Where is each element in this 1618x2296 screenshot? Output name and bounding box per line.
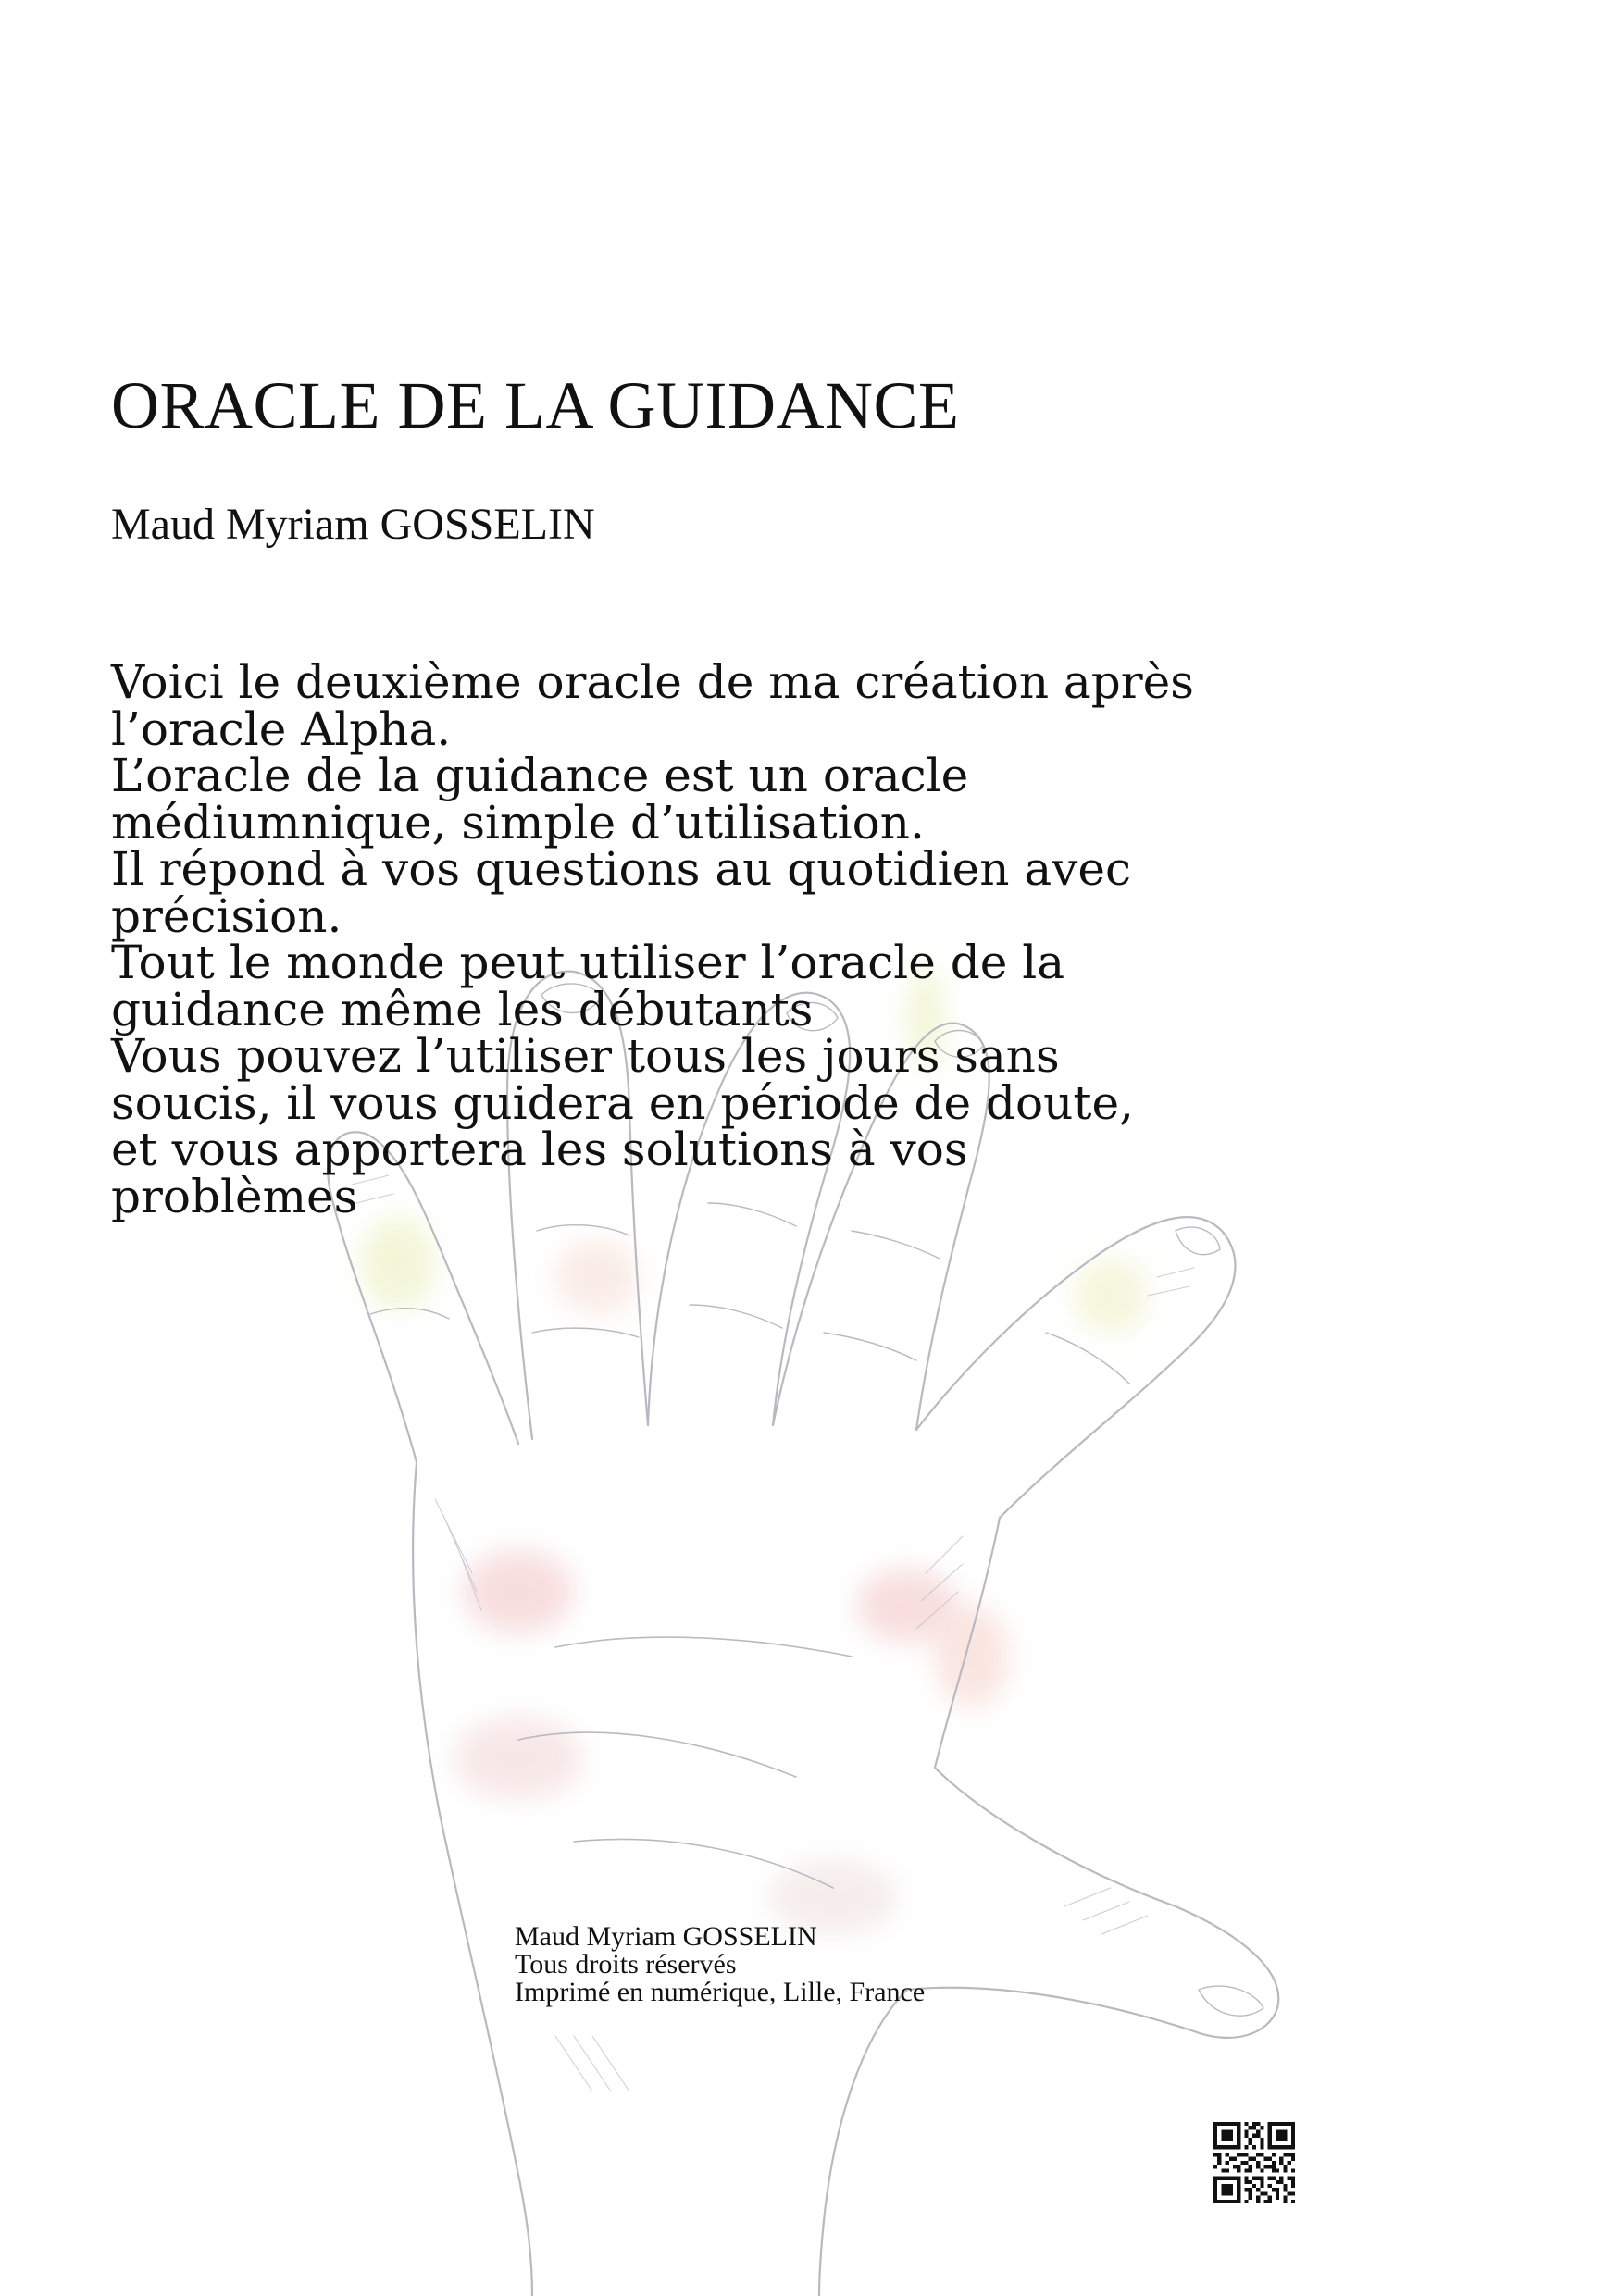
description-line: l’oracle Alpha. (111, 701, 452, 756)
description-line: problèmes (111, 1169, 358, 1223)
description-line: Voici le deuxième oracle de ma création après (111, 655, 1194, 709)
description-paragraph (111, 655, 1259, 1223)
description-line: Tout le monde peut utiliser l’oracle de la (111, 936, 1065, 989)
colophon-author: Maud Myriam GOSSELIN (515, 1921, 817, 1952)
description-line: guidance même les débutants (111, 982, 814, 1036)
colophon (515, 1923, 925, 2006)
author-name: Maud Myriam GOSSELIN (111, 500, 595, 549)
colophon-rights: Tous droits réservés (515, 1949, 737, 1980)
description-line: et vous apportera les solutions à vos (111, 1123, 968, 1176)
description-line: soucis, il vous guidera en période de doute, (111, 1075, 1134, 1130)
description-line: Il répond à vos questions au quotidien avec (111, 842, 1131, 896)
qr-code-icon (1214, 2122, 1295, 2203)
description-line: L’oracle de la guidance est un oracle (111, 749, 969, 802)
description-line: médiumnique, simple d’utilisation. (111, 795, 925, 850)
colophon-printing: Imprimé en numérique, Lille, France (515, 1977, 926, 2007)
description-line: Vous pouvez l’utiliser tous les jours sans (111, 1029, 1060, 1083)
document-title: ORACLE DE LA GUIDANCE (111, 368, 960, 442)
description-line: précision. (111, 888, 342, 943)
